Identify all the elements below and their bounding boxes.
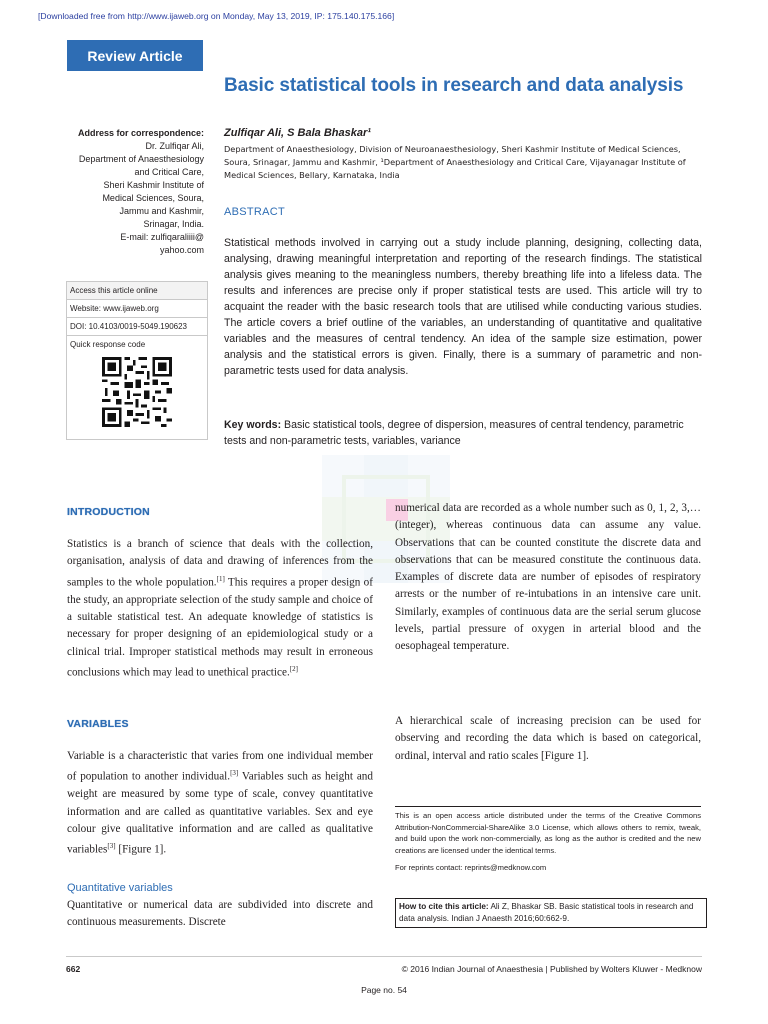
correspondence-line: and Critical Care, [134,167,204,177]
citation-ref[interactable]: [1] [216,574,225,583]
download-notice: [Downloaded free from http://www.ijaweb.org on Monday, May 13, 2019, IP: 175.140.175.166] [38,11,395,21]
copyright-notice: © 2016 Indian Journal of Anaesthesia | Published by Wolters Kluwer - Medknow [401,964,702,974]
abstract-heading: ABSTRACT [224,206,286,218]
reprints-contact[interactable]: For reprints contact: reprints@medknow.com [395,863,547,873]
correspondence-line: Jammu and Kashmir, [119,206,204,216]
affiliation: Department of Anaesthesiology, Division of Neuroanaesthesiology, Sheri Kashmir Institute of Medical Sciences, Soura, Srinagar, Jammu and Kashmir, ¹Department of Anaesthesiology and Critical Care, Vijayanagar Institute of Medical Sciences, Bellary, Karnataka, India [224,144,686,180]
introduction-heading: INTRODUCTION [67,506,150,518]
authors: Zulfiqar Ali, S Bala Bhaskar¹ [224,127,371,139]
citation-ref[interactable]: [3] [107,842,116,851]
correspondence-line: Srinagar, India. [143,219,204,229]
access-title: Access this article online [67,282,207,300]
cite-label: How to cite this article: [399,902,489,911]
keywords-text: Basic statistical tools, degree of dispersion, measures of central tendency, parametric tests and non-parametric tests, variables, variance [224,419,684,447]
access-online-box [66,281,208,440]
intro-text: This requires a proper design of the study, an appropriate selection of the study sample and choice of a suitable statistical test. An adequate knowledge of statistics is necessary for proper designing of an epidemiological study or a clinical trial. Improper statistical methods may result in erroneous conclusions which may lead to unethical practice. [67,576,373,679]
variables-text: [Figure 1]. [115,843,167,856]
citation-ref[interactable]: [3] [230,769,239,778]
correspondence-heading: Address for correspondence: [77,128,204,138]
article-type-badge: Review Article [67,40,203,71]
footer-divider [66,956,702,957]
intro-text: Statistics is a branch of science that deals with the collection, organisation, analysis of data and drawing of inferences from the samples to the whole population. [67,538,373,589]
right-column-paragraph-2: A hierarchical scale of increasing precision can be used for observing and recording the data which is based on categorical, ordinal, interval and ratio scales [Figure 1]. [395,715,701,762]
article-title: Basic statistical tools in research and data analysis [224,75,684,96]
page-number: 662 [66,964,81,974]
variables-heading: VARIABLES [67,718,129,730]
doi-link[interactable]: DOI: 10.4103/0019-5049.190623 [67,318,207,336]
qr-label: Quick response code [70,340,146,349]
qr-code-icon[interactable] [102,357,172,427]
correspondence-email-line[interactable]: yahoo.com [159,245,204,255]
citation-ref[interactable]: [2] [289,664,298,673]
correspondence-email-line[interactable]: E-mail: zulfiqaraliiii@ [120,232,204,242]
correspondence-line: Sheri Kashmir Institute of [103,180,204,190]
right-column-paragraph: numerical data are recorded as a whole number such as 0, 1, 2, 3,… (integer), whereas continuous data can assume any value. Observations that can be counted constitute the discrete data and observations that can be measured constitute the continuous data. Examples of discrete data are number of episodes of respiratory arrests or the number of re-intubations in an intensive care unit. Similarly, examples of continuous data are the serial serum glucose levels, partial pressure of oxygen in arterial blood and the oesophageal temperature. [395,502,701,653]
license-text: This is an open access article distributed under the terms of the Creative Commons Attribution-NonCommercial-ShareAlike 3.0 License, which allows others to remix, tweak, and build upon the work non-commercially, as long as the author is credited and the new creations are licensed under the identical terms. [395,811,701,855]
introduction-paragraph [67,536,373,682]
cite-text: Ali Z, Bhaskar SB. Basic statistical tools in research and data analysis. Indian J Anaesth 2016;60:662-9. [399,902,694,923]
page-label: Page no. 54 [361,985,407,995]
quantitative-variables-heading: Quantitative variables [67,882,173,894]
variables-text: Variable is a characteristic that varies from one individual member of population to another individual. [67,750,373,784]
license-notice [395,806,701,874]
variables-paragraph [67,748,373,859]
correspondence-line: Dr. Zulfiqar Ali, [145,141,204,151]
correspondence-line: Department of Anaesthesiology [78,154,204,164]
keywords [224,417,702,449]
abstract-text: Statistical methods involved in carrying out a study include planning, designing, collecting data, analysing, drawing meaningful interpretation and reporting of the research findings. The statistical analysis gives meaning to the meaningless numbers, thereby breathing life into a lifeless data. The results and inferences are precise only if proper statistical tests are used. This article will try to acquaint the reader with the basic research tools that are utilised while conducting various studies. The article covers a brief outline of the variables, an understanding of quantitative and qualitative variables and the measures of central tendency. An idea of the sample size estimation, power analysis and the statistical errors is given. Finally, there is a summary of parametric and non-parametric tests used for data analysis. [224,237,702,377]
citation-box [395,898,707,928]
keywords-label: Key words: [224,419,282,431]
qr-section [67,336,207,439]
correspondence-address [54,127,204,257]
quantitative-paragraph: Quantitative or numerical data are subdivided into discrete and continuous measurements. Discrete [67,899,373,929]
website-link[interactable]: Website: www.ijaweb.org [67,300,207,318]
variables-text: Variables such as height and weight are measured by some type of scale, convey quantitative information and are called as quantitative variables. Sex and eye colour give qualitative information and are called as qualitative variables [67,771,373,856]
correspondence-line: Medical Sciences, Soura, [102,193,204,203]
